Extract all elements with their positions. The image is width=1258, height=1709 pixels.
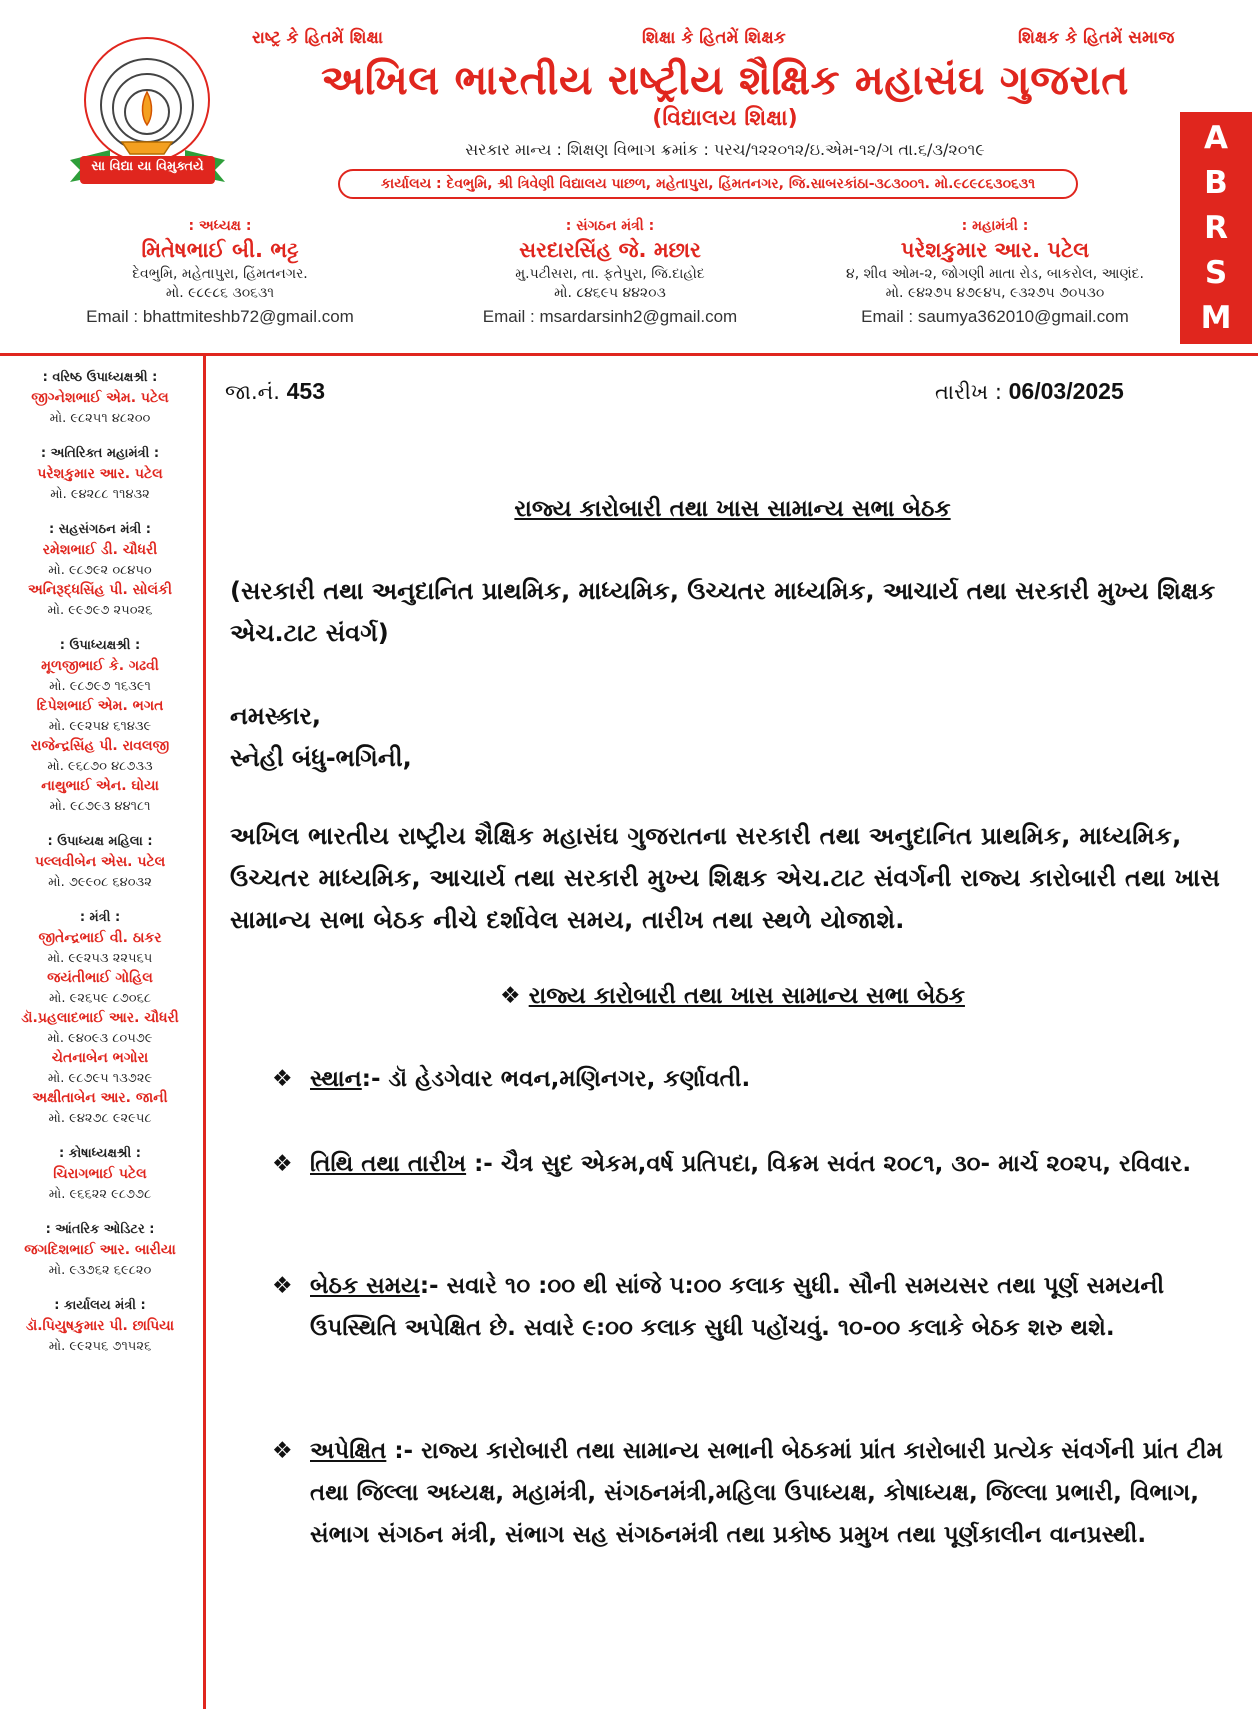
detail-text: :- ચૈત્ર સુદ એકમ,વર્ષ પ્રતિપદા, વિક્રમ સવંત ૨૦૮૧, ૩૦- માર્ચ ૨૦૨૫, રવિવાર. [466,1151,1192,1177]
sidebar-group-title: : વરિષ્ઠ ઉપાધ્યક્ષશ્રી : [42,370,158,385]
sidebar-person-phone: મો. ૯૨૬૫૯ ૮૭૦૬૮ [48,991,152,1006]
official-organizing-secretary [445,218,775,327]
sidebar-person-name: પલ્લવીબેન એસ. પટેલ [34,854,166,870]
date-value: 06/03/2025 [1008,378,1124,404]
sidebar-person-phone: મો. ૯૮૭૯૩ ૪૪૧૮૧ [49,799,151,814]
header-divider [0,353,1258,356]
sidebar-person-phone: મો. ૯૮૨૫૧ ૪૮૨૦૦ [49,411,151,426]
sidebar-group-title: : સહસંગઠન મંત્રી : [49,522,151,537]
sidebar-group-title: : અતિરિક્ત મહામંત્રી : [40,446,160,461]
letter-body: અખિલ ભારતીય રાષ્ટ્રીય શૈક્ષિક મહાસંઘ ગુજરાતના સરકારી તથા અનુદાનિત પ્રાથમિક, માધ્યમિક, ઉચ્ચતર માધ્યમિક, આચાર્ય તથા સરકારી મુખ્ય શિક્ષક એચ.ટાટ સંવર્ગની રાજ્ય કારોબારી તથા ખાસ સામાન્ય સભા બેઠક નીચે દર્શાવેલ સમય, તારીખ તથા સ્થળે યોજાશે. [230,822,1221,934]
official-email: Email : saumya362010@gmail.com [861,307,1129,326]
official-address: ૪, શીવ ઓમ-૨, જોગણી માતા રોડ, બાકરોલ, આણંદ. [846,266,1144,282]
official-phone: મો. ૯૪૨૭૫ ૪૭૯૪૫, ૯૩૨૭૫ ૭૦૫૩૦ [885,285,1105,301]
official-address: મુ.પટીસરા, તા. ફતેપુરા, જિ.દાહોદ [515,266,705,282]
reference-number [225,378,325,405]
meeting-subheading [225,983,1240,1009]
official-name: મિતેષભાઈ બી. ભટ્ટ [141,238,299,262]
official-address: દેવભુમિ, મહેતાપુરા, હિંમતનગર. [132,266,308,282]
letter-date [935,378,1124,405]
official-phone: મો. ૯૮૯૮૬ ૩૦૬૩૧ [165,285,275,301]
bullet-icon: ❖ [500,983,521,1009]
government-recognition: સરકાર માન્ય : શિક્ષણ વિભાગ ક્રમાંક : પરચ/૧૨૨૦૧૨/ઇ.એમ-૧૨/ગ તા.૬/૩/૨૦૧૯ [465,140,985,159]
detail-text: :- સવારે ૧૦ :૦૦ થી સાંજે ૫:૦૦ કલાક સુધી. સૌની સમયસર તથા પૂર્ણ સમયની ઉપસ્થિતિ અપેક્ષિત છે. સવારે ૯:૦૦ કલાક સુધી પહોંચવું. ૧૦-૦૦ કલાકે બેઠક શરુ થશે. [310,1273,1165,1341]
bullet-icon: ❖ [272,1438,293,1464]
sidebar-group [0,638,200,814]
official-role: : મહામંત્રી : [961,218,1029,234]
sidebar-group-title: : મંત્રી : [79,910,121,925]
sidebar-group-title: : કાર્યાલય મંત્રી : [54,1298,146,1313]
official-phone: મો. ૮૪૬૯૫ ૪૪૨૦૩ [554,285,666,301]
greeting [230,695,1130,779]
sidebar-person-name: રાજેન્દ્રસિંહ પી. રાવલજી [30,738,170,754]
bullet-icon: ❖ [272,1151,293,1177]
greeting-line: સ્નેહી બંધુ-ભગિની, [230,744,412,772]
sidebar-person-phone: મો. ૯૯૨૫૪ ૬૧૪૩૯ [48,719,152,734]
office-address: કાર્યાલય : દેવભુમિ, શ્રી ત્રિવેણી વિદ્યાલય પાછળ, મહેતાપુરા, હિંમતનગર, જિ.સાબરકાંઠા-૩૮૩૦૦૧. મો.૯૮૯૮૬૩૦૬૩૧ [338,169,1078,199]
abrsm-letter: S [1204,254,1228,291]
reference-value: 453 [286,378,326,404]
abrsm-letter: B [1204,165,1228,202]
detail-label: સ્થાન [310,1066,362,1092]
letter-heading: રાજ્ય કારોબારી તથા ખાસ સામાન્ય સભા બેઠક [514,496,951,522]
organization-subtitle: (વિદ્યાલય શિક્ષા) [652,106,798,131]
sidebar-group [0,446,200,502]
official-general-secretary [820,218,1170,327]
detail-label: અપેક્ષિત [310,1438,387,1464]
sidebar-person-name: જીગ્નેશભાઈ એમ. પટેલ [31,390,169,406]
abrsm-vertical-badge [1180,112,1252,344]
official-name: સરદારસિંહ જે. મછાર [519,238,701,262]
sidebar-person-phone: મો. ૯૪૦૯૩ ૮૦૫૭૯ [47,1031,153,1046]
sidebar-person-phone: મો. ૯૮૭૯૨ ૦૮૪૫૦ [48,563,152,578]
detail-label: બેઠક સમય [310,1273,420,1299]
sidebar-group [0,1298,200,1354]
office-bearers-sidebar [0,370,200,1374]
official-email: Email : bhattmiteshb72@gmail.com [86,307,354,326]
sidebar-group-title: : ઉપાધ્યક્ષશ્રી : [59,638,141,653]
sidebar-group [0,1146,200,1202]
detail-text: :- ડૉ હેડગેવાર ભવન,મણિનગર, કર્ણાવતી. [361,1066,751,1092]
sidebar-group [0,522,200,618]
sidebar-person-name: મૂળજીભાઈ કે. ગઢવી [41,658,159,674]
sidebar-person-name: જીતેન્દ્રભાઈ વી. ઠાકર [38,930,162,946]
reference-label: જા.નં. [225,380,280,404]
letter-intro: (સરકારી તથા અનુદાનિત પ્રાથમિક, માધ્યમિક, ઉચ્ચતર માધ્યમિક, આચાર્ય તથા સરકારી મુખ્ય શિક્ષક એચ.ટાટ સંવર્ગ) [230,577,1216,647]
abrsm-letter: A [1204,120,1228,157]
sidebar-divider [203,356,206,1709]
sidebar-group-title: : ઉપાધ્યક્ષ મહિલા : [47,834,153,849]
sidebar-person-phone: મો. ૯૯૨૫૩ ૨૨૫૬૫ [47,951,153,966]
detail-expected [272,1430,1240,1556]
official-role: : સંગઠન મંત્રી : [565,218,655,234]
sidebar-group [0,370,200,426]
sidebar-person-name: ડૉ.પ્રહલાદભાઈ આર. ચૌધરી [21,1010,179,1026]
sidebar-person-phone: મો. ૭૯૯૦૮ ૬૪૦૩૨ [48,875,152,890]
sidebar-person-name: દિપેશભાઈ એમ. ભગત [36,698,164,714]
sidebar-person-name: પરેશકુમાર આર. પટેલ [37,466,163,482]
sidebar-person-name: ચેતનાબેન ભગોરા [51,1050,149,1066]
official-email: Email : msardarsinh2@gmail.com [482,307,738,326]
sidebar-person-phone: મો. ૯૬૬૨૨ ૯૮૭૭૮ [48,1187,152,1202]
sidebar-person-name: રમેશભાઈ ડી. ચૌધરી [42,542,158,558]
sidebar-person-name: અનિરૂદ્ધસિંહ પી. સોલંકી [28,582,172,598]
abrsm-letter: M [1200,299,1232,336]
sidebar-person-phone: મો. ૯૯૨૫૬ ૭૧૫૨૬ [48,1339,152,1354]
detail-time [272,1265,1240,1349]
logo-caption: સા વિદ્યા યા વિમુક્તયે [91,159,204,174]
sidebar-person-phone: મો. ૯૪૨૮૮ ૧૧૪૩૨ [50,487,150,502]
sidebar-group [0,1222,200,1278]
official-name: પરેશકુમાર આર. પટેલ [900,238,1090,262]
sidebar-person-name: અક્ષીતાબેન આર. જાની [32,1090,168,1106]
organization-logo [60,30,235,200]
detail-venue [272,1058,1240,1100]
motto-right: શિક્ષક કે હિતમેં સમાજ [1018,28,1175,48]
sidebar-person-name: નાથુભાઈ એન. ઘોયા [41,778,159,794]
sidebar-person-name: ડૉ.પિયુષકુમાર પી. છાપિયા [25,1318,175,1334]
detail-text: :- રાજ્ય કારોબારી તથા સામાન્ય સભાની બેઠકમાં પ્રાંત કારોબારી પ્રત્યેક સંવર્ગની પ્રાંત ટીમ તથા જિલ્લા અધ્યક્ષ, મહામંત્રી, સંગઠનમંત્રી,મહિલા ઉપાધ્યક્ષ, કોષાધ્યક્ષ, જિલ્લા પ્રભારી, વિભાગ, સંભાગ સંગઠન મંત્રી, સંભાગ સહ સંગઠનમંત્રી તથા પ્રકોષ્ઠ પ્રમુખ તથા પૂર્ણકાલીન વાનપ્રસ્થી. [310,1438,1223,1548]
sidebar-group-title: : આંતરિક ઓડિટર : [45,1222,155,1237]
sidebar-person-phone: મો. ૯૮૭૯૫ ૧૩૭૨૯ [47,1071,153,1086]
detail-date [272,1143,1240,1185]
sidebar-person-phone: મો. ૯૬૮૭૦ ૪૮૭૩૩ [47,759,153,774]
sidebar-person-name: જગદિશભાઈ આર. બારીયા [24,1242,176,1258]
greeting-line: નમસ્કાર, [230,702,322,730]
date-label: તારીખ : [935,380,1002,404]
abrsm-letter: R [1204,209,1228,246]
bullet-icon: ❖ [272,1066,293,1092]
sidebar-person-phone: મો. ૯૮૭૯૭ ૧૬૩૯૧ [49,679,151,694]
sidebar-person-name: ચિરાગભાઈ પટેલ [53,1166,147,1182]
sidebar-group-title: : કોષાધ્યક્ષશ્રી : [59,1146,141,1161]
sidebar-person-phone: મો. ૯૪૨૭૮ ૯૨૯૫૮ [48,1111,152,1126]
sidebar-person-phone: મો. ૯૩૭૬૨ ૬૯૮૨૦ [48,1263,152,1278]
motto-center: શિક્ષા કે હિતમેં શિક્ષક [642,28,786,48]
motto-left: રાષ્ટ્ર કે હિતમેં શિક્ષા [252,28,384,48]
sidebar-person-name: જયંતીભાઈ ગોહિલ [47,970,153,986]
bullet-icon: ❖ [272,1273,293,1299]
official-president [55,218,385,327]
organization-name: અખિલ ભારતીય રાષ્ટ્રીય શૈક્ષિક મહાસંઘ ગુજરાત [321,56,1129,104]
meeting-subheading-text: રાજ્ય કારોબારી તથા ખાસ સામાન્ય સભા બેઠક [528,983,965,1009]
sidebar-person-phone: મો. ૯૯૭૯૭ ૨૫૦૨૬ [47,603,153,618]
detail-label: તિથિ તથા તારીખ [310,1151,467,1177]
sidebar-group [0,834,200,890]
official-role: : અધ્યક્ષ : [188,218,252,234]
sidebar-group [0,910,200,1126]
